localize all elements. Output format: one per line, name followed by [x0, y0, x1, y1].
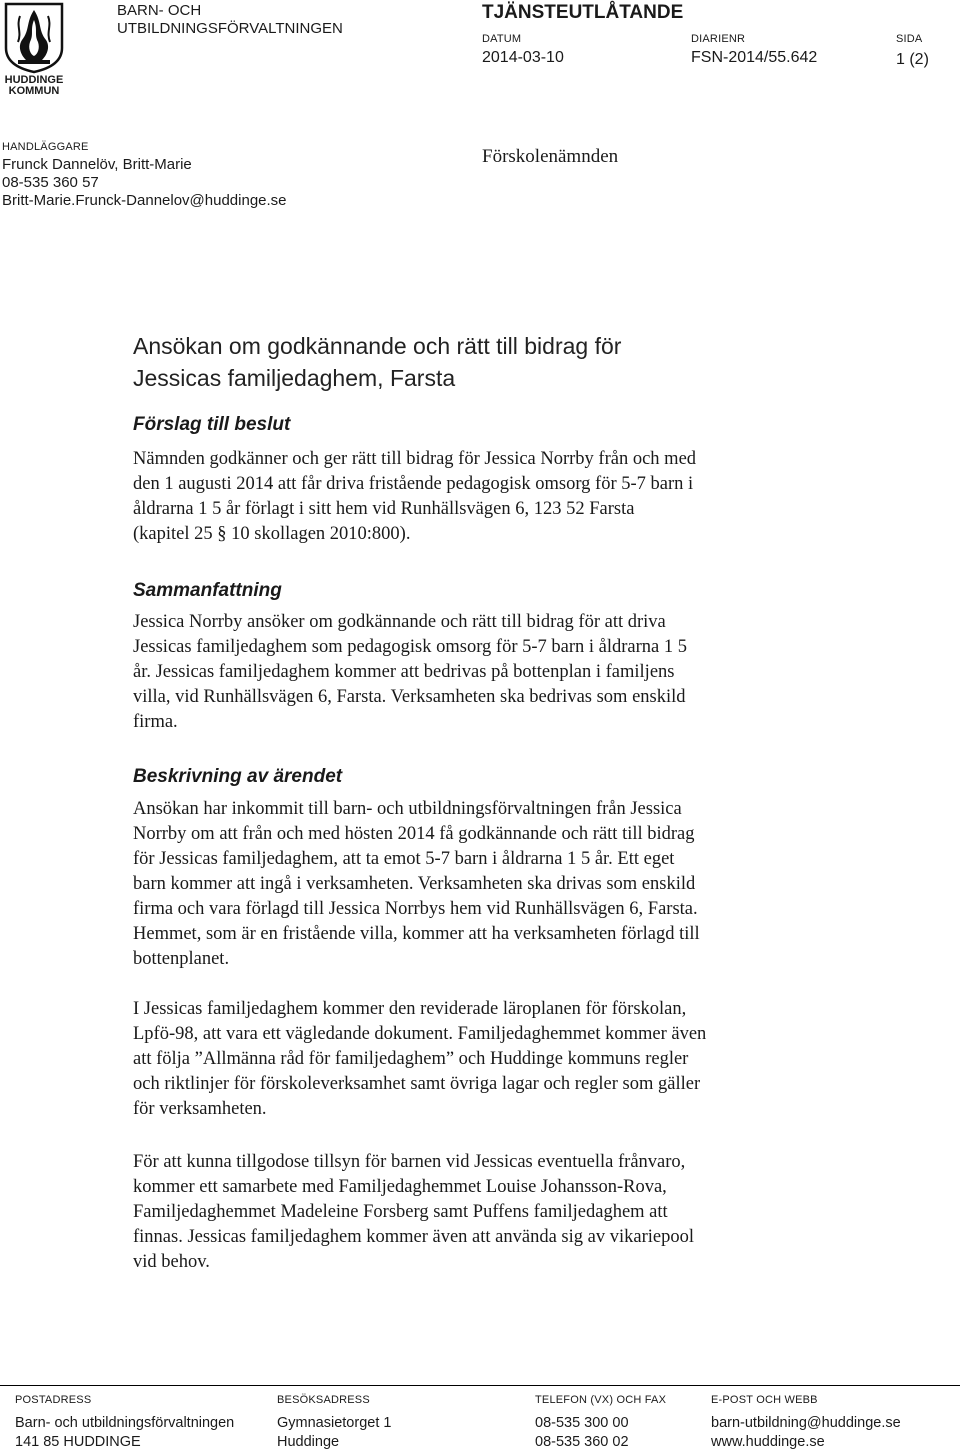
paragraph-beskrivning-2: I Jessicas familjedaghem kommer den reviderade läroplanen för förskolan, Lpfö-98, att vara ett vägledande dokument. Familjedaghemmet kommer även att följa ”Allmänna råd för familjedaghem” och Huddinge kommuns regler och riktlinjer för förskoleverksamhet samt övriga lagar och regler som gäller för verksamheten.	[133, 999, 707, 1119]
flame-shield-icon	[0, 2, 68, 74]
section-heading-beskrivning: Beskrivning av ärendet	[133, 766, 343, 787]
page-title: Ansökan om godkännande och rätt till bidrag för Jessicas familjedaghem, Farsta	[133, 333, 622, 391]
paragraph-beslut: Nämnden godkänner och ger rätt till bidrag för Jessica Norrby från och med den 1 augusti 2014 att får driva fristående pedagogisk omsorg för 5-7 barn i åldrarna 1 5 år förlagt i sitt hem vid Runhällsvägen 6, 123 52 Farsta (kapitel 25 § 10 skollagen 2010:800).	[133, 449, 697, 544]
footer-epost: E-POST OCH WEBB barn-utbildning@huddinge.se www.huddinge.se	[711, 1394, 901, 1450]
department-name: BARN- OCH UTBILDNINGSFÖRVALTNINGEN	[117, 2, 343, 37]
recipient: Förskolenämnden	[482, 146, 619, 167]
section-heading-beslut: Förslag till beslut	[133, 414, 291, 435]
section-heading-sammanfattning: Sammanfattning	[133, 580, 282, 601]
diarienr-value: FSN-2014/55.642	[691, 49, 818, 66]
handlaggare-info	[2, 156, 287, 210]
footer-postadress: POSTADRESS Barn- och utbildningsförvaltningen 141 85 HUDDINGE	[15, 1394, 235, 1450]
datum-label: DATUM	[482, 33, 522, 45]
datum-value: 2014-03-10	[482, 49, 564, 66]
sida-label: SIDA	[896, 33, 923, 45]
paragraph-beskrivning-3: För att kunna tillgodose tillsyn för barnen vid Jessicas eventuella frånvaro, kommer ett samarbete med Familjedaghemmet Louise Johansson-Rova, Familjedaghemmet Madeleine Forsberg samt Puffens familjedaghem att finnas. Jessicas familjedaghem kommer även att använda sig av vikariepool vid behov.	[133, 1152, 694, 1272]
paragraph-sammanfattning: Jessica Norrby ansöker om godkännande och rätt till bidrag för att driva Jessicas familjedaghem som pedagogisk omsorg för 5-7 barn i åldrarna 1 5 år. Jessicas familjedaghem kommer att bedrivas på bottenplan i familjens villa, vid Runhällsvägen 6, Farsta. Verksamheten ska bedrivas som enskild firma.	[133, 612, 688, 732]
handlaggare-label: HANDLÄGGARE	[2, 141, 89, 153]
handlaggare-name: Frunck Dannelöv, Britt-Marie	[2, 156, 192, 173]
huddinge-logo	[0, 2, 68, 100]
document-type: TJÄNSTEUTLÅTANDE	[482, 2, 684, 23]
logo-text: HUDDINGE KOMMUN	[4, 74, 64, 97]
footer-telefon: TELEFON (VX) OCH FAX 08-535 300 00 08-535 360 02	[535, 1394, 667, 1450]
footer-divider	[0, 1385, 960, 1386]
diarienr-label: DIARIENR	[691, 33, 746, 45]
handlaggare-phone: 08-535 360 57	[2, 174, 99, 191]
handlaggare-email: Britt-Marie.Frunck-Dannelov@huddinge.se	[2, 192, 287, 209]
paragraph-beskrivning-1: Ansökan har inkommit till barn- och utbildningsförvaltningen från Jessica Norrby om att från och med hösten 2014 få godkännande och rätt till bidrag för Jessicas familjedaghem, att ta emot 5-7 barn i åldrarna 1 5 år. Ett eget barn kommer att ingå i verksamheten. Verksamheten ska drivas som enskild firma och vara förlagd till Jessica Norrbys hem vid Runhällsvägen 6, Farsta. Hemmet, som är en fristående villa, kommer att ha verksamheten förlagd till bottenplanet.	[133, 799, 700, 969]
footer-besoksadress: BESÖKSADRESS Gymnasietorget 1 Huddinge	[277, 1394, 392, 1450]
sida-value: 1 (2)	[896, 51, 929, 68]
